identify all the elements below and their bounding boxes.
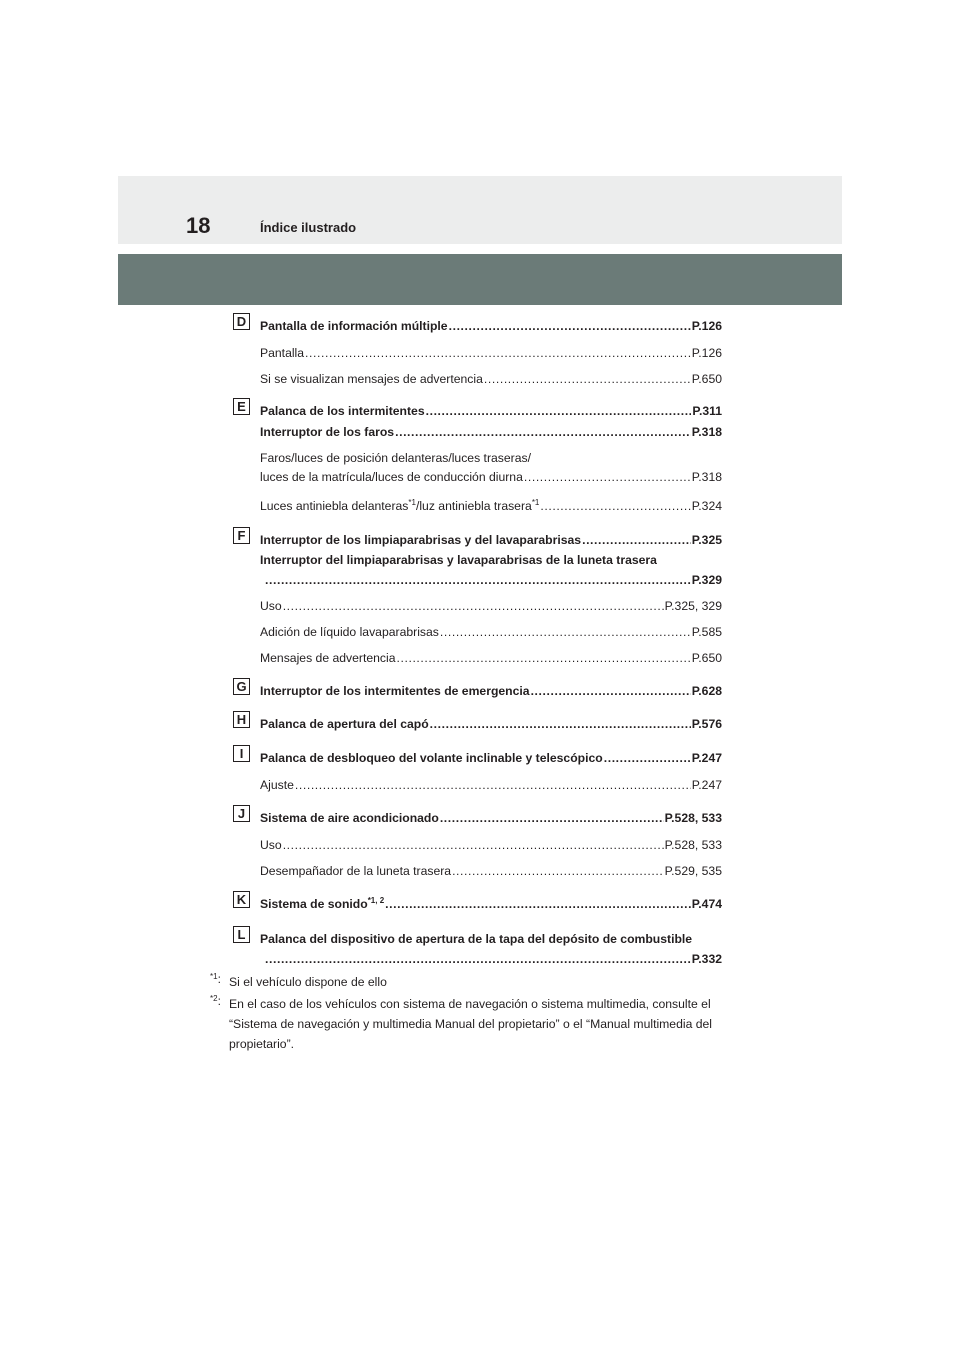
header-band [118, 176, 842, 244]
page-ref[interactable]: P.329 [691, 573, 722, 587]
page-ref[interactable]: P.311 [692, 404, 722, 418]
leader-dots [295, 778, 691, 793]
leader-dots [426, 404, 692, 419]
entry-label: Ajuste [260, 778, 294, 792]
page-ref[interactable]: P.529, 535 [664, 864, 722, 878]
page-ref[interactable]: P.324 [691, 499, 722, 513]
entry-label: Interruptor de los intermitentes de emergencia [260, 684, 530, 698]
toc-entry[interactable] [260, 717, 722, 732]
toc-subentry[interactable] [260, 599, 722, 614]
entry-label: luces de la matrícula/luces de conducción diurna [260, 470, 523, 484]
index-letter-j: J [233, 805, 250, 822]
entry-label [260, 499, 539, 514]
toc-entry[interactable] [260, 684, 722, 699]
entry-label: Uso [260, 599, 282, 613]
toc-entry[interactable] [264, 573, 722, 588]
leader-dots [582, 533, 691, 548]
leader-dots [540, 499, 690, 514]
entry-label: Palanca de desbloqueo del volante inclinable y telescópico [260, 751, 603, 765]
footnote-text: En el caso de los vehículos con sistema de navegación o sistema multimedia, consulte el “Sistema de navegación y multimedia Manual del propietario” o el “Manual multimedia del propietario”. [229, 997, 713, 1051]
index-letter-e: E [233, 398, 250, 415]
page-ref[interactable]: P.325 [691, 533, 722, 547]
leader-dots [531, 684, 691, 699]
leader-dots [524, 470, 691, 485]
toc-subentry[interactable] [260, 864, 722, 879]
leader-dots [395, 425, 691, 440]
leader-dots [449, 319, 691, 334]
footnote-ref: *1 [408, 498, 416, 507]
page-ref[interactable]: P.325, 329 [664, 599, 722, 613]
page-ref[interactable]: P.628 [691, 684, 722, 698]
entry-label: Interruptor del limpiaparabrisas y lavaparabrisas de la luneta trasera [260, 553, 657, 567]
entry-label: Sistema de aire acondicionado [260, 811, 439, 825]
toc-entry[interactable] [260, 319, 722, 334]
entry-label: Mensajes de advertencia [260, 651, 396, 665]
page-ref[interactable]: P.247 [691, 778, 722, 792]
leader-dots [265, 952, 691, 967]
entry-label: Faros/luces de posición delanteras/luces traseras/ [260, 451, 531, 465]
leader-dots [305, 346, 691, 361]
toc-subentry[interactable] [260, 470, 722, 485]
page-ref[interactable]: P.576 [691, 717, 722, 731]
index-letter-f: F [233, 527, 250, 544]
entry-label: Pantalla [260, 346, 305, 360]
entry-label-part: /luz antiniebla trasera [415, 499, 532, 513]
toc-subentry[interactable] [260, 651, 722, 666]
toc-entry[interactable] [260, 533, 722, 548]
footnote-mark: $^{*1}$: [210, 972, 221, 986]
footnote [210, 972, 750, 992]
toc-entry[interactable] [264, 952, 722, 967]
page-ref[interactable]: P.126 [691, 346, 722, 360]
page-ref[interactable]: P.332 [691, 952, 722, 966]
leader-dots [397, 651, 691, 666]
page-ref[interactable]: P.318 [691, 425, 722, 439]
toc-subentry[interactable] [260, 372, 722, 387]
toc-subentry[interactable] [260, 778, 722, 793]
entry-label: Palanca del dispositivo de apertura de la tapa del depósito de combustible [260, 932, 693, 946]
page-ref[interactable]: P.126 [691, 319, 722, 333]
footnote-text: Si el vehículo dispone de ello [229, 975, 387, 989]
page-ref[interactable]: P.318 [691, 470, 722, 484]
index-letter-i: I [233, 745, 250, 762]
entry-label: Pantalla de información múltiple [260, 319, 448, 333]
index-letter-d: D [233, 313, 250, 330]
entry-label: Uso [260, 838, 282, 852]
leader-dots [385, 897, 691, 912]
toc-subentry[interactable] [260, 625, 722, 640]
entry-label: Palanca de los intermitentes [260, 404, 425, 418]
section-title: Índice ilustrado [260, 220, 357, 235]
leader-dots [283, 838, 664, 853]
page-ref[interactable]: P.650 [691, 372, 722, 386]
toc-subentry[interactable] [260, 838, 722, 853]
entry-label-part: Sistema de sonido [260, 897, 368, 911]
leader-dots [452, 864, 664, 879]
footnote-ref: *1 [531, 498, 540, 507]
entry-label: Desempañador de la luneta trasera [260, 864, 452, 878]
footnote [210, 994, 750, 1054]
footnote-ref: *1, 2 [367, 896, 385, 905]
toc-subentry[interactable] [260, 346, 722, 361]
leader-dots [430, 717, 691, 732]
toc-entry[interactable] [260, 751, 722, 766]
index-letter-l: L [233, 926, 250, 943]
index-letter-k: K [233, 891, 250, 908]
footnote-mark: $^{*2}$: [210, 994, 221, 1008]
leader-dots [283, 599, 664, 614]
page-ref[interactable]: P.474 [691, 897, 722, 911]
page-ref[interactable]: P.585 [691, 625, 722, 639]
entry-label: Interruptor de los limpiaparabrisas y del lavaparabrisas [260, 533, 582, 547]
page-ref[interactable]: P.528, 533 [664, 811, 722, 825]
toc-entry[interactable] [260, 425, 722, 440]
illustration-placeholder-bar [118, 254, 842, 305]
leader-dots [440, 811, 664, 826]
page-ref[interactable]: P.650 [691, 651, 722, 665]
page-ref[interactable]: P.528, 533 [664, 838, 722, 852]
entry-label [260, 897, 384, 912]
index-letter-g: G [233, 678, 250, 695]
entry-label: Si se visualizan mensajes de advertencia [260, 372, 483, 386]
entry-label: Palanca de apertura del capó [260, 717, 429, 731]
leader-dots [604, 751, 691, 766]
entry-label: Adición de líquido lavaparabrisas [260, 625, 439, 639]
toc-entry[interactable] [260, 897, 722, 912]
leader-dots [484, 372, 691, 387]
index-letter-h: H [233, 711, 250, 728]
entry-label-part: Luces antiniebla delanteras [260, 499, 409, 513]
entry-label: Interruptor de los faros [260, 425, 395, 439]
page-number: 18 [186, 213, 211, 238]
toc-entry[interactable] [260, 811, 722, 826]
leader-dots [265, 573, 691, 588]
toc-subentry[interactable] [260, 499, 722, 514]
page-ref[interactable]: P.247 [691, 751, 722, 765]
leader-dots [440, 625, 691, 640]
toc-entry[interactable] [260, 404, 722, 419]
